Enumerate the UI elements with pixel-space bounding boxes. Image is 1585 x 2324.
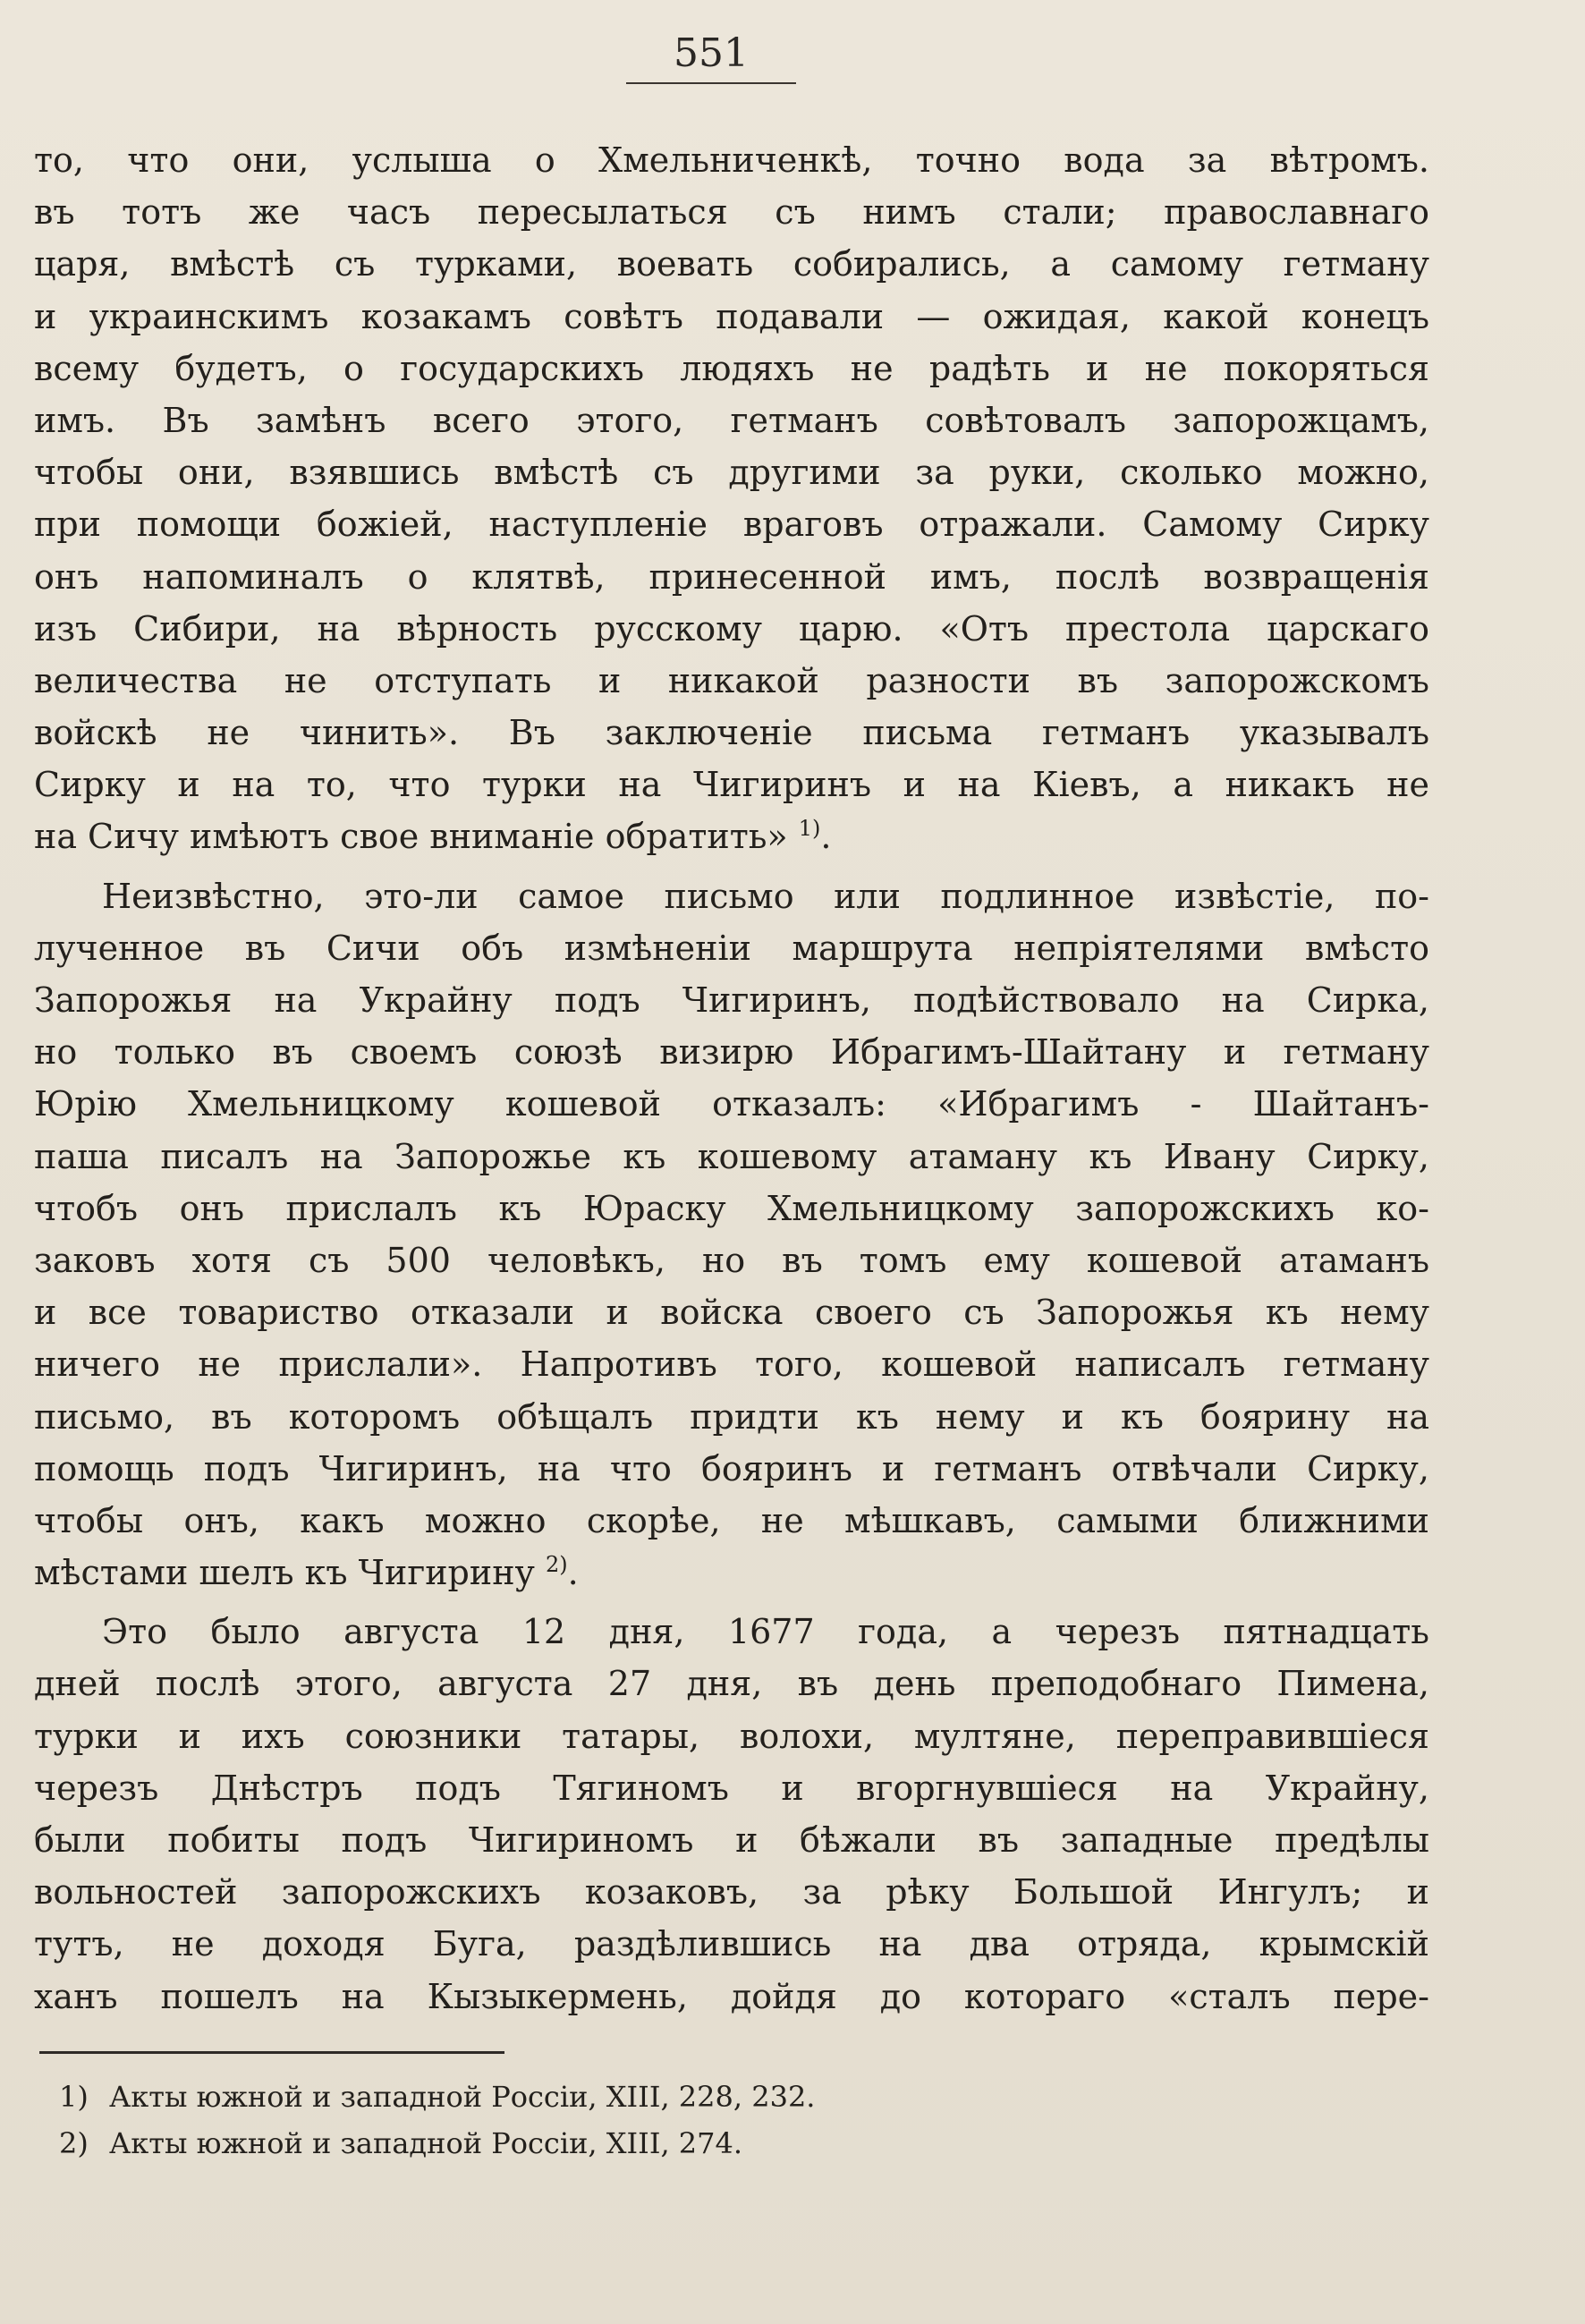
text-line: тутъ, не доходя Буга, раздѣлившись на два отряда, крымскiй bbox=[34, 1924, 1429, 1964]
footnote-marker: 1) bbox=[59, 2080, 89, 2114]
paragraph bbox=[34, 870, 1429, 1599]
text-line-last bbox=[34, 810, 1429, 862]
text-line-content: мѣстами шелъ къ Чигирину bbox=[34, 1553, 535, 1593]
text-line: при помощи божiей, наступленiе враговъ отражали. Самому Сирку bbox=[34, 505, 1429, 545]
text-line: то, что они, услыша о Хмельниченкѣ, точно вода за вѣтромъ. bbox=[34, 140, 1429, 180]
line-tail: . bbox=[567, 1553, 579, 1593]
text-line: и украинскимъ козакамъ совѣтъ подавали — ожидая, какой конецъ bbox=[34, 296, 1429, 336]
line-tail: . bbox=[820, 817, 832, 857]
text-line: всему будетъ, о государскихъ людяхъ не радѣть и не покоряться bbox=[34, 348, 1429, 388]
text-line: Сирку и на то, что турки на Чигиринъ и на Кiевъ, а никакъ не bbox=[34, 765, 1429, 805]
text-line: заковъ хотя съ 500 человѣкъ, но въ томъ ему кошевой атаманъ bbox=[34, 1240, 1429, 1280]
text-line: ханъ пошелъ на Кызыкермень, дойдя до котораго «сталъ пере- bbox=[34, 1976, 1429, 2016]
text-line: и все товариство отказали и войска своего съ Запорожья къ нему bbox=[34, 1293, 1429, 1333]
text-line: онъ напоминалъ о клятвѣ, принесенной имъ, послѣ возвращенiя bbox=[34, 556, 1429, 597]
body-text bbox=[34, 134, 1429, 2023]
text-line: помощь подъ Чигиринъ, на что бояринъ и гетманъ отвѣчали Сирку, bbox=[34, 1448, 1429, 1489]
footnote-text: Акты южной и западной Россiи, XIII, 274. bbox=[109, 2126, 743, 2160]
text-line: имъ. Въ замѣнъ всего этого, гетманъ совѣтовалъ запорожцамъ, bbox=[34, 400, 1429, 440]
text-line: Это было августа 12 дня, 1677 года, а черезъ пятнадцать bbox=[102, 1612, 1429, 1652]
text-line: Неизвѣстно, это-ли самое письмо или подлинное извѣстiе, по- bbox=[102, 876, 1429, 916]
footnote-marker: 2) bbox=[59, 2126, 89, 2160]
text-line: паша писалъ на Запорожье къ кошевому атаману къ Ивану Сирку, bbox=[34, 1136, 1429, 1176]
footnote-reference: 1) bbox=[798, 816, 821, 842]
text-line: чтобы онъ, какъ можно скорѣе, не мѣшкавъ, самыми ближними bbox=[34, 1500, 1429, 1540]
footnote bbox=[59, 2074, 1184, 2120]
footnotes bbox=[59, 2074, 1184, 2167]
text-line: Юрiю Хмельницкому кошевой отказалъ: «Ибрагимъ - Шайтанъ- bbox=[34, 1084, 1429, 1124]
text-line: были побиты подъ Чигириномъ и бѣжали въ западные предѣлы bbox=[34, 1820, 1429, 1860]
footnote-separator bbox=[39, 2051, 504, 2054]
text-line: письмо, въ которомъ обѣщалъ придти къ нему и къ боярину на bbox=[34, 1396, 1429, 1437]
text-line: Запорожья на Украйну подъ Чигиринъ, подѣйствовало на Сирка, bbox=[34, 980, 1429, 1020]
text-line: турки и ихъ союзники татары, волохи, мултяне, переправившiеся bbox=[34, 1716, 1429, 1756]
page-number-rule bbox=[626, 82, 796, 84]
text-line: въ тотъ же часъ пересылаться съ нимъ стали; православнаго bbox=[34, 192, 1429, 233]
paragraph bbox=[34, 1606, 1429, 2023]
footnote bbox=[59, 2120, 1184, 2167]
text-line: ничего не прислали». Напротивъ того, кошевой написалъ гетману bbox=[34, 1344, 1429, 1385]
text-line: царя, вмѣстѣ съ турками, воевать собирались, а самому гетману bbox=[34, 244, 1429, 284]
text-line: войскѣ не чинить». Въ заключенiе письма гетманъ указывалъ bbox=[34, 713, 1429, 753]
text-line: черезъ Днѣстръ подъ Тягиномъ и вгоргнувшiеся на Украйну, bbox=[34, 1768, 1429, 1808]
footnote-reference: 2) bbox=[545, 1552, 568, 1578]
text-line: дней послѣ этого, августа 27 дня, въ день преподобнаго Пимена, bbox=[34, 1664, 1429, 1704]
text-line: чтобы они, взявшись вмѣстѣ съ другими за руки, сколько можно, bbox=[34, 453, 1429, 493]
text-line-last bbox=[34, 1547, 1429, 1599]
text-line: но только въ своемъ союзѣ визирю Ибрагимъ-Шайтану и гетману bbox=[34, 1032, 1429, 1073]
footnote-text: Акты южной и западной Россiи, XIII, 228, 232. bbox=[109, 2080, 816, 2114]
text-line: лученное въ Сичи объ измѣненiи маршрута непрiятелями вмѣсто bbox=[34, 928, 1429, 968]
text-line-content: на Сичу имѣютъ свое вниманiе обратить» bbox=[34, 817, 788, 857]
text-line: изъ Сибири, на вѣрность русскому царю. «Отъ престола царскаго bbox=[34, 608, 1429, 649]
text-line: чтобъ онъ прислалъ къ Юраску Хмельницкому запорожскихъ ко- bbox=[34, 1188, 1429, 1228]
text-line: вольностей запорожскихъ козаковъ, за рѣку Большой Ингулъ; и bbox=[34, 1872, 1429, 1913]
paragraph bbox=[34, 134, 1429, 863]
text-line: величества не отступать и никакой разности въ запорожскомъ bbox=[34, 660, 1429, 700]
page-number: 551 bbox=[674, 30, 749, 76]
